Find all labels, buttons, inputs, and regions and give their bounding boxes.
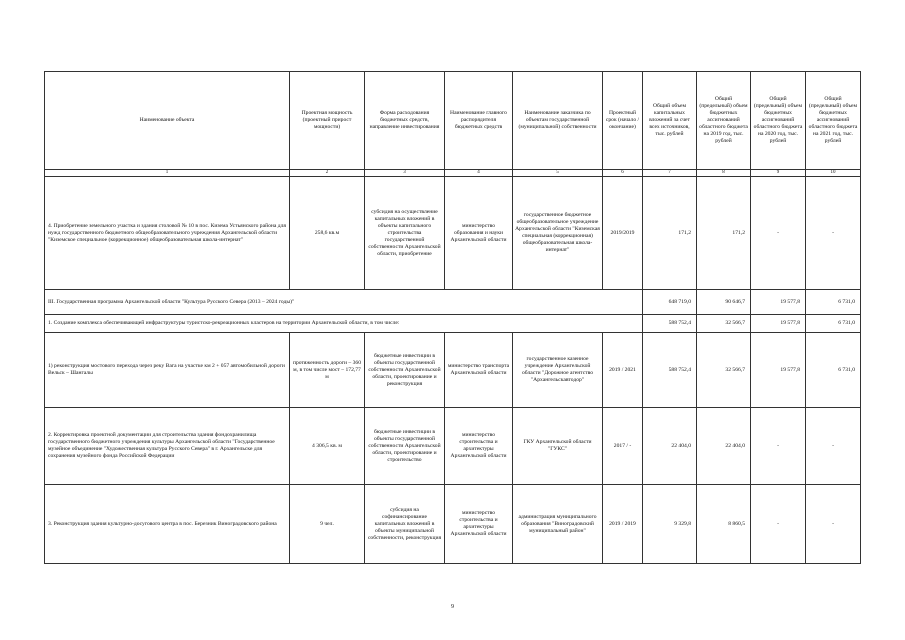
subsection-name: 1. Создание комплекса обеспечивающей инфраструктуры туристско-рекреационных кластеров на территории Архангельской области, в том числе: bbox=[45, 315, 643, 333]
program-section-row bbox=[45, 290, 861, 315]
header-cell: Общий (предельный) объем бюджетных ассигнований областного бюджета на 2019 год, тыс. рублей bbox=[697, 72, 751, 170]
table-row bbox=[45, 408, 861, 485]
budget-2021: 6 731,0 bbox=[806, 333, 861, 408]
header-cell: Форма расходования бюджетных средств, направление инвестирования bbox=[365, 72, 445, 170]
program-name: III. Государственная программа Архангельской области "Культура Русского Севера (2013 – 2024 годы)" bbox=[45, 290, 643, 315]
table-row bbox=[45, 333, 861, 408]
budget-2019: 32 566,7 bbox=[697, 333, 751, 408]
funding-form: субсидия на софинансирование капитальных вложений в объекты муниципальной собственности, реконструкция bbox=[365, 485, 445, 564]
budget-2020: 19 577,8 bbox=[751, 315, 806, 333]
budget-2020: - bbox=[751, 408, 806, 485]
budget-manager: министерство образования и науки Архангельской области bbox=[445, 177, 513, 290]
header-cell: Проектная мощность (проектный прирост мощности) bbox=[290, 72, 365, 170]
column-number: 2 bbox=[290, 170, 365, 177]
budget-2021: - bbox=[806, 408, 861, 485]
column-number: 5 bbox=[513, 170, 603, 177]
budget-2020: - bbox=[751, 485, 806, 564]
column-number: 4 bbox=[445, 170, 513, 177]
term: 2019 / 2019 bbox=[603, 485, 643, 564]
object-name: 2. Корректировка проектной документации для строительства здания фондохранилища государственного бюджетного учреждения культуры Архангельской области "Государственное музейное объединение "Художественная культура Русского Севера" в г. Архангельске для сохранения музейного фонда Российской Федерации bbox=[45, 408, 290, 485]
total-investment: 588 752,4 bbox=[643, 333, 697, 408]
budget-2019: 171,2 bbox=[697, 177, 751, 290]
budget-2021: 6 731,0 bbox=[806, 315, 861, 333]
funding-form: бюджетные инвестиции в объекты государственной собственности Архангельской области, проектирование и строительство bbox=[365, 408, 445, 485]
object-name: 4. Приобретение земельного участка и здания столовой № 10 в пос. Кизема Устьянского района для нужд государственного бюджетного общеобразовательного учреждения Архангельской области "Киземское специальное (коррекционное) общеобразовательная школа-интернат" bbox=[45, 177, 290, 290]
budget-2020: 19 577,8 bbox=[751, 333, 806, 408]
column-number: 7 bbox=[643, 170, 697, 177]
funding-form: бюджетные инвестиции в объекты государственной собственности Архангельской области, проектирование и реконструкция bbox=[365, 333, 445, 408]
budget-2019: 90 646,7 bbox=[697, 290, 751, 315]
header-cell: Наименование главного распорядителя бюджетных средств bbox=[445, 72, 513, 170]
column-number: 8 bbox=[697, 170, 751, 177]
total-investment: 648 719,0 bbox=[643, 290, 697, 315]
header-cell: Общий (предельный) объем бюджетных ассигнований областного бюджета на 2020 год, тыс. рублей bbox=[751, 72, 806, 170]
object-name: 3. Реконструкция здания культурно-досугового центра в пос. Березник Виноградовского района bbox=[45, 485, 290, 564]
budget-2019: 8 860,5 bbox=[697, 485, 751, 564]
column-number: 6 bbox=[603, 170, 643, 177]
customer: ГКУ Архангельской области "ГУКС" bbox=[513, 408, 603, 485]
budget-manager: министерство строительства и архитектуры Архангельской области bbox=[445, 408, 513, 485]
total-investment: 22 404,0 bbox=[643, 408, 697, 485]
budget-2021: - bbox=[806, 177, 861, 290]
term: 2019 / 2021 bbox=[603, 333, 643, 408]
budget-2020: 19 577,8 bbox=[751, 290, 806, 315]
term: 2019/2019 bbox=[603, 177, 643, 290]
budget-2021: 6 731,0 bbox=[806, 290, 861, 315]
header-cell: Общий (предельный) объем бюджетных ассигнований областного бюджета на 2021 год, тыс. рублей bbox=[806, 72, 861, 170]
column-number: 10 bbox=[806, 170, 861, 177]
header-cell: Общий объем капитальных вложений за счет всех источников, тыс. рублей bbox=[643, 72, 697, 170]
column-number: 9 bbox=[751, 170, 806, 177]
capacity: 258,6 кв.м bbox=[290, 177, 365, 290]
column-number-row bbox=[45, 170, 861, 177]
table-row bbox=[45, 485, 861, 564]
header-cell: Наименование заказчика по объектам государственной (муниципальной) собственности bbox=[513, 72, 603, 170]
total-investment: 9 329,8 bbox=[643, 485, 697, 564]
table-header-row bbox=[45, 72, 861, 170]
funding-form: субсидия на осуществление капитальных вложений в объекты капитального строительства государственной собственности Архангельской области, приобретение bbox=[365, 177, 445, 290]
object-name: 1) реконструкция мостового перехода через реку Вага на участке км 2 + 057 автомобильной дороги Вельск – Шангалы bbox=[45, 333, 290, 408]
header-cell: Наименование объекта bbox=[45, 72, 290, 170]
budget-2019: 22 404,0 bbox=[697, 408, 751, 485]
header-cell: Проектный срок (начало / окончание) bbox=[603, 72, 643, 170]
customer: государственное бюджетное общеобразовательное учреждение Архангельской области "Киземская специальная (коррекционная) общеобразовательная школа-интернат" bbox=[513, 177, 603, 290]
budget-2020: - bbox=[751, 177, 806, 290]
capacity: 9 чел. bbox=[290, 485, 365, 564]
customer: государственное казенное учреждение Архангельской области "Дорожное агентство "Архангельскавтодор" bbox=[513, 333, 603, 408]
budget-manager: министерство транспорта Архангельской области bbox=[445, 333, 513, 408]
column-number: 3 bbox=[365, 170, 445, 177]
term: 2017 / - bbox=[603, 408, 643, 485]
budget-manager: министерство строительства и архитектуры Архангельской области bbox=[445, 485, 513, 564]
customer: администрация муниципального образования "Виноградовский муниципальный район" bbox=[513, 485, 603, 564]
capacity: 4 306,5 кв. м bbox=[290, 408, 365, 485]
budget-2021: - bbox=[806, 485, 861, 564]
column-number: 1 bbox=[45, 170, 290, 177]
total-investment: 588 752,4 bbox=[643, 315, 697, 333]
total-investment: 171,2 bbox=[643, 177, 697, 290]
capacity: протяженность дороги – 360 м, в том числе мост – 172,77 м bbox=[290, 333, 365, 408]
subsection-row bbox=[45, 315, 861, 333]
table-row bbox=[45, 177, 861, 290]
investment-objects-table bbox=[44, 71, 861, 564]
budget-2019: 32 566,7 bbox=[697, 315, 751, 333]
page-number: 9 bbox=[451, 604, 454, 610]
